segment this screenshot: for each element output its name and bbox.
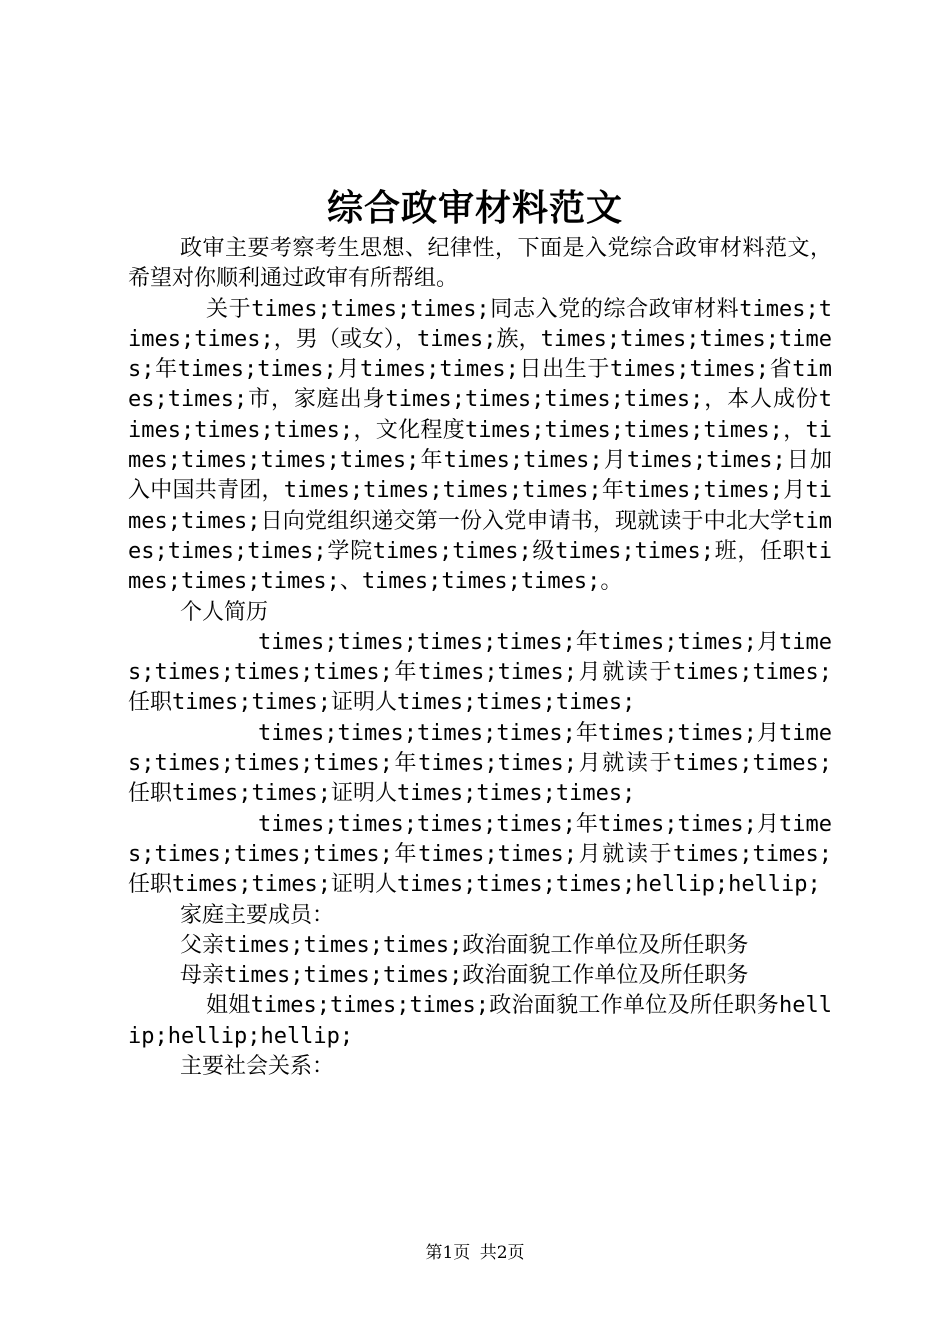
- resume-heading: 个人简历: [180, 599, 269, 625]
- document-body: [128, 234, 832, 1082]
- resume-entry: times;times;times;times;年times;times;月times;times;times;times;年times;times;月就读于times;times;任职times;times;证明人times;times;times;hellip;hellip;: [128, 811, 832, 898]
- page-total: 共2页: [479, 1243, 525, 1263]
- social-relations-heading: 主要社会关系：: [180, 1054, 335, 1080]
- family-member-sister: 姐姐times;times;times;政治面貌工作单位及所任职务hellip;hellip;hellip;: [128, 993, 832, 1049]
- intro-paragraph: 政审主要考察考生思想、纪律性，下面是入党综合政审材料范文，希望对你顺利通过政审有所帮组。: [128, 236, 832, 292]
- resume-entry: times;times;times;times;年times;times;月times;times;times;times;年times;times;月就读于times;times;任职times;times;证明人times;times;times;: [128, 720, 832, 807]
- material-paragraph: 关于times;times;times;同志入党的综合政审材料times;times;times;，男（或女），times;族，times;times;times;times;年times;times;月times;times;日出生于times;times;省times;times;市，家庭出身times;times;times;times;，本人成份times;times;times;，文化程度times;times;times;times;，times;times;times;times;年times;times;月times;times;日加入中国共青团，times;times;times;times;年times;times;月times;times;日向党组织递交第一份入党申请书，现就读于中北大学times;times;times;学院times;times;级times;times;班，任职times;times;times;、times;times;times;。: [128, 296, 832, 595]
- document-title: 综合政审材料范文: [326, 187, 623, 229]
- resume-entry: times;times;times;times;年times;times;月times;times;times;times;年times;times;月就读于times;times;任职times;times;证明人times;times;times;: [128, 629, 832, 716]
- family-heading: 家庭主要成员：: [180, 902, 335, 928]
- family-member-mother: 母亲times;times;times;政治面貌工作单位及所任职务: [180, 963, 749, 989]
- page-footer: [0, 1241, 950, 1265]
- page-number: 第1页: [425, 1243, 471, 1263]
- family-member-father: 父亲times;times;times;政治面貌工作单位及所任职务: [180, 932, 749, 958]
